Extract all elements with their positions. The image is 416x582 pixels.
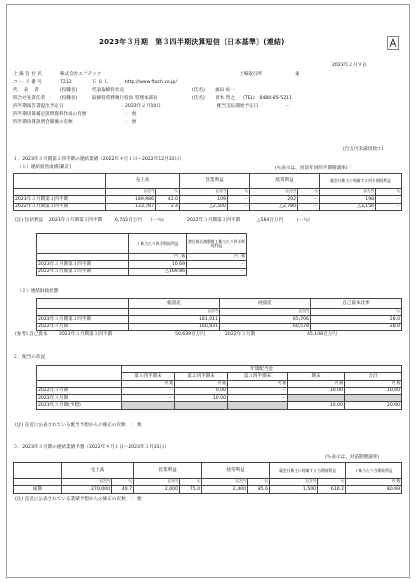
company-name: 株式会社エフテック	[60, 72, 102, 77]
contact-name-label: (氏名)	[192, 96, 205, 101]
table-row: 2023年３月期 － 10.00 －	[37, 395, 402, 402]
rounding-note: (百万円未満切捨て)	[343, 147, 384, 152]
col-equity-ratio: 自己資本比率	[311, 299, 402, 309]
eps-table: １株当たり四半期純利益 潜在株式調整後１株当たり四半期純利益 円 銭 円 銭 2023年３月期第３四半期 10.69 － 2022年３月期第３四半期 △169.86 －	[36, 233, 247, 276]
col-net-income: 親会社株主に帰属する当期純利益	[270, 463, 346, 479]
code-value: 7212	[60, 80, 72, 85]
col-q2-end: 第２四半期末	[175, 373, 228, 380]
col-diluted-eps: 潜在株式調整後１株当たり四半期純利益	[187, 234, 247, 254]
dividend-table: 年間配当金 第１四半期末 第２四半期末 第３四半期末 期末 合計 円 銭 円 銭 円 銭 円 銭 円 銭 2022年３月期 － 0.00 － 10.00 10.00 2023年３月期 － 10.00 － 2023年３月期(予想) 10.00 20.00	[38, 366, 401, 408]
financial-position-table: 総資産 純資産 自己資本比率 百万円 百万円 ％ 2023年３月期第３四半期 181,011 65,706 28.0 2022年３月期 160,931 60,578 28.0	[36, 298, 402, 331]
contact-name: 青木 啓之	[215, 96, 235, 101]
rep-title: 代表取締役社長	[92, 88, 125, 93]
table-row: 2022年３月期 － 0.00 － 10.00 10.00	[38, 388, 401, 394]
rep-name-label: (氏名)	[192, 88, 205, 93]
section3-pct-note: (％表示は、対前期増減率)	[325, 455, 380, 460]
section1-sub1: （１）連結経営成績(累計)	[17, 165, 72, 170]
table-row: 2023年３月期第３四半期 181,011 65,706 28.0	[38, 316, 400, 322]
section1-heading: １．2023年３月期第３四半期の連結業績（2022年４月１日～2022年12月31日）	[13, 157, 184, 162]
company-label: 上 場 会 社 名	[13, 72, 42, 77]
comprehensive-income-pct-2: (－％)	[297, 218, 310, 223]
comprehensive-income-period-1: 2023年３月期第３四半期	[49, 218, 103, 223]
col-eps: １株当たり四半期純利益	[129, 234, 187, 254]
col-sales: 売上高	[106, 174, 180, 189]
col-net-income: 親会社株主に帰属する四半期純利益	[320, 174, 402, 189]
equity-ref-label: (参考) 自己資本	[15, 332, 48, 337]
col-ordinary-income: 経常利益	[202, 463, 270, 479]
section1-sub2: （２）連結財政状態	[17, 289, 59, 294]
table-row: 2023年３月期(予想) 10.00 20.00	[38, 402, 401, 408]
comprehensive-income-label: (注) 包括利益	[15, 218, 44, 223]
report-date: 2023年２月９日	[332, 63, 367, 68]
representative-label: 代 表 者	[13, 88, 39, 93]
dividend-note: (注) 直近に公表されている配当予想からの修正の有無 ： 無	[15, 423, 142, 428]
table-row: 2022年３月期 160,931 60,578 28.0	[38, 324, 400, 330]
col-total: 合計	[345, 373, 402, 380]
contact-title-label: (役職名)	[60, 96, 78, 101]
exchange-value: 東	[295, 72, 300, 77]
operating-results-table: 売上高 営業利益 経常利益 親会社株主に帰属する四半期純利益 百万円 ％ 百万円 ％ 百万円 ％ 百万円 ％ 2023年３月期第３四半期 189,986 42.0 109 － 292 － 198 － 2022年３月期第３四半期 133,787 2.4 △2,500 － △2,780 － △3,156 －	[13, 173, 402, 211]
briefing-label: 四半期決算説明会開催の有無	[13, 120, 73, 125]
dividend-start-value: －	[285, 104, 290, 109]
contact-tel: (TEL) 0480-85-5211	[243, 96, 292, 101]
contact-label: 問合せ先責任者	[13, 96, 46, 101]
equity-ref-period-2: 2022年３月期	[225, 332, 256, 337]
col-q1-end: 第１四半期末	[122, 373, 175, 380]
document-page	[6, 4, 410, 578]
section2-heading: ２．配当の状況	[13, 355, 46, 360]
col-ordinary-income: 経常利益	[250, 174, 320, 189]
col-operating-income: 営業利益	[180, 174, 250, 189]
col-eps: １株当たり当期純利益	[346, 463, 402, 479]
report-submit-date: 2023年２月10日	[125, 104, 161, 109]
comprehensive-income-value-1: 6,742百万円	[115, 218, 142, 223]
forecast-note: (注) 直近に公表されている業績予想からの修正の有無 ： 無	[15, 497, 142, 502]
exchange-label: 上場取引所	[239, 72, 262, 77]
equity-ref-period-1: 2023年３月期第３四半期	[59, 332, 113, 337]
table-row: 通期 270,000 40.7 2,000 75.0 2,400 85.6 1,500 616.2 80.69	[14, 486, 402, 493]
section1-pct-note: (％表示は、対前年同四半期増減率)	[275, 166, 348, 171]
table-row: 2023年３月期第３四半期 10.69 －	[38, 261, 245, 267]
equity-ref-value-1: 50,639百万円	[175, 332, 205, 337]
comprehensive-income-period-2: 2022年３月期第３四半期	[187, 218, 241, 223]
section3-heading: ３．2023年３月期の連結業績予想（2022年４月１日～2023年３月31日）	[13, 445, 169, 450]
table-corner	[14, 174, 106, 189]
rep-name: 福田 祐一	[215, 88, 235, 93]
report-date-label: 四半期報告書提出予定日	[13, 104, 64, 109]
col-operating-income: 営業利益	[134, 463, 202, 479]
col-q3-end: 第３四半期末	[228, 373, 288, 380]
table-row: 2022年３月期第３四半期 133,787 2.4 △2,500 － △2,780 － △3,156 －	[15, 204, 401, 210]
dividend-start-label: 配当支払開始予定日	[217, 104, 259, 109]
briefing-value: ： 無	[125, 120, 137, 125]
supplement-value: ： 無	[125, 112, 137, 117]
supplement-label: 四半期決算補足説明資料作成の有無	[13, 112, 87, 117]
equity-ref-value-2: 45,108百万円	[307, 332, 337, 337]
company-logo-icon	[387, 36, 399, 50]
comprehensive-income-pct-1: (－％)	[151, 218, 164, 223]
col-year-end: 期末	[288, 373, 345, 380]
col-sales: 売上高	[62, 463, 134, 479]
col-net-assets: 純資産	[220, 299, 311, 309]
annual-dividend-header: 年間配当金	[122, 366, 402, 373]
forecast-table: 売上高 営業利益 経常利益 親会社株主に帰属する当期純利益 １株当たり当期純利益 百万円 ％ 百万円 ％ 百万円 ％ 百万円 ％ 円 銭 通期 270,000 40.7 2,000 75.0 2,400 85.6 1,500 616.2 80.69	[13, 462, 402, 494]
url-link[interactable]: http://www.ftech.co.jp/	[125, 80, 177, 85]
contact-title: 取締役常務執行役員 管理本部長	[92, 96, 158, 101]
url-label: Ｕ Ｒ Ｌ	[92, 80, 109, 85]
table-row: 2023年３月期第３四半期 189,986 42.0 109 － 292 － 198 －	[15, 196, 401, 202]
comprehensive-income-value-2: △584百万円	[257, 218, 284, 223]
rep-title-label: (役職名)	[60, 88, 78, 93]
col-total-assets: 総資産	[129, 299, 220, 309]
page-title: 2023年３月期 第３四半期決算短信〔日本基準〕(連結)	[99, 38, 285, 46]
table-row: 2022年３月期第３四半期 △169.86 －	[38, 269, 245, 275]
code-label: コ ー ド 番 号	[13, 80, 42, 85]
